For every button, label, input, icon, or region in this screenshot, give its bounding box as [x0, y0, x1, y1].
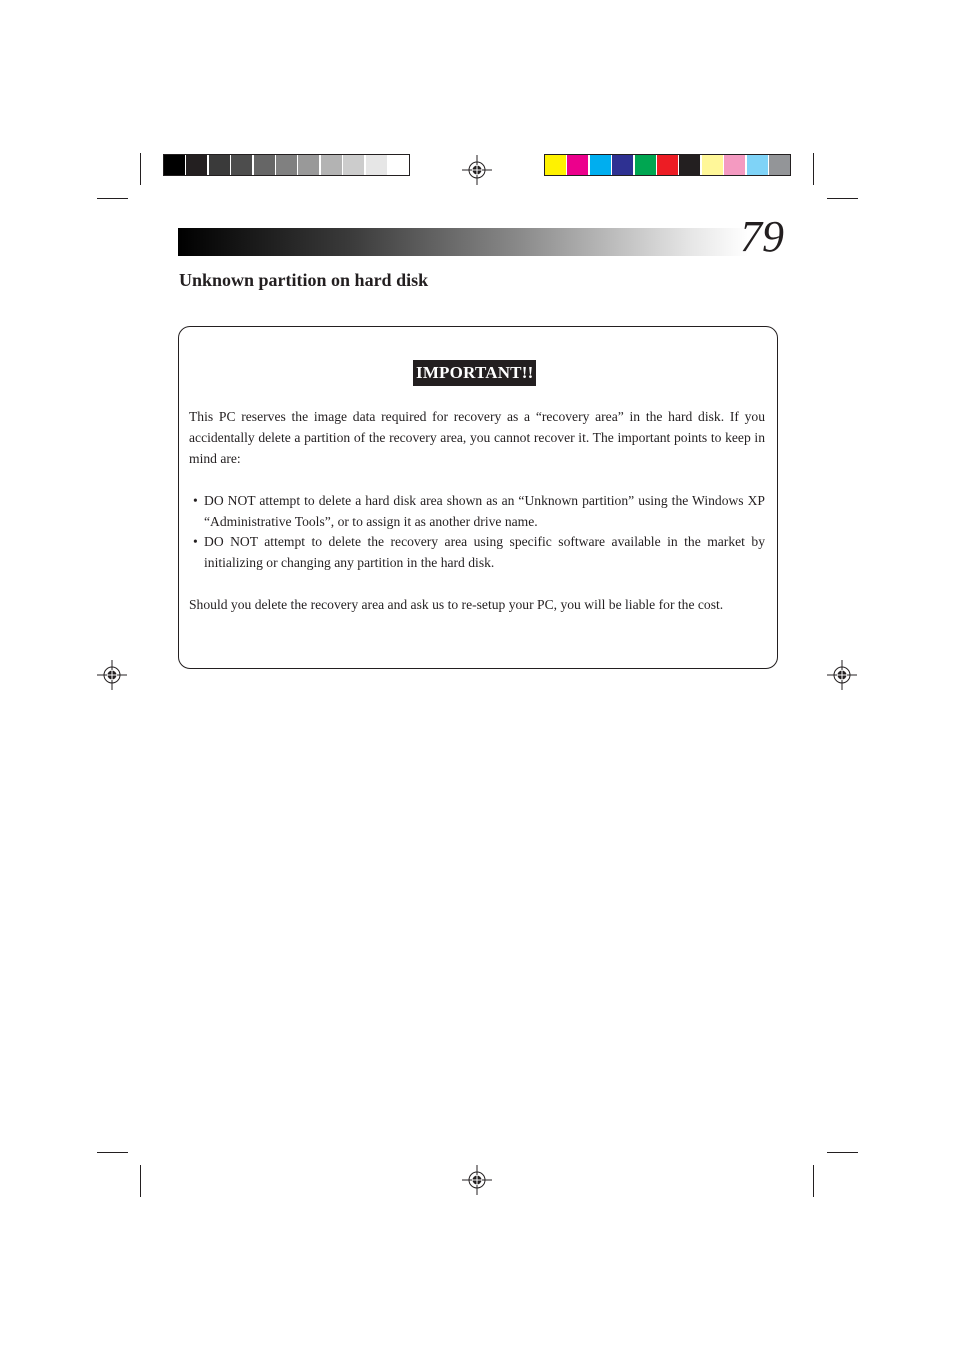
crop-mark-top-right-horizontal [827, 198, 858, 199]
bullet-icon: • [193, 534, 198, 549]
registration-mark-icon [462, 155, 492, 185]
crop-mark-top-left-horizontal [97, 198, 128, 199]
crop-mark-top-left-vertical [140, 153, 141, 185]
crop-mark-top-right-vertical [813, 153, 814, 185]
bullet-icon: • [193, 493, 198, 508]
registration-mark-icon [827, 660, 857, 690]
list-item [193, 490, 765, 532]
registration-mark-icon [462, 1165, 492, 1195]
page-number: 79 [740, 212, 784, 261]
crop-mark-bottom-left-horizontal [97, 1152, 128, 1153]
section-title: Unknown partition on hard disk [179, 270, 429, 290]
grayscale-color-bar-frame [163, 154, 410, 176]
list-item [193, 531, 765, 573]
bullet-text: DO NOT attempt to delete a hard disk area shown as an “Unknown partition” using the Windows XP “Administrative Tools”, or to assign it as another drive name. [204, 493, 765, 529]
important-label: IMPORTANT!! [413, 360, 536, 386]
crop-mark-bottom-right-vertical [813, 1165, 814, 1197]
bullet-text: DO NOT attempt to delete the recovery area using specific software available in the market by initializing or changing any partition in the hard disk. [204, 534, 765, 570]
crop-mark-bottom-left-vertical [140, 1165, 141, 1197]
registration-mark-icon [97, 660, 127, 690]
crop-mark-bottom-right-horizontal [827, 1152, 858, 1153]
process-color-bar-frame [544, 154, 791, 176]
notice-intro-paragraph: This PC reserves the image data required for recovery as a “recovery area” in the hard disk. If you accidentally delete a partition of the recovery area, you cannot recover it. The important points to keep in mind are: [189, 409, 765, 466]
notice-closing-paragraph: Should you delete the recovery area and ask us to re-setup your PC, you will be liable for the cost. [189, 597, 724, 612]
header-gradient-bar [178, 228, 748, 256]
